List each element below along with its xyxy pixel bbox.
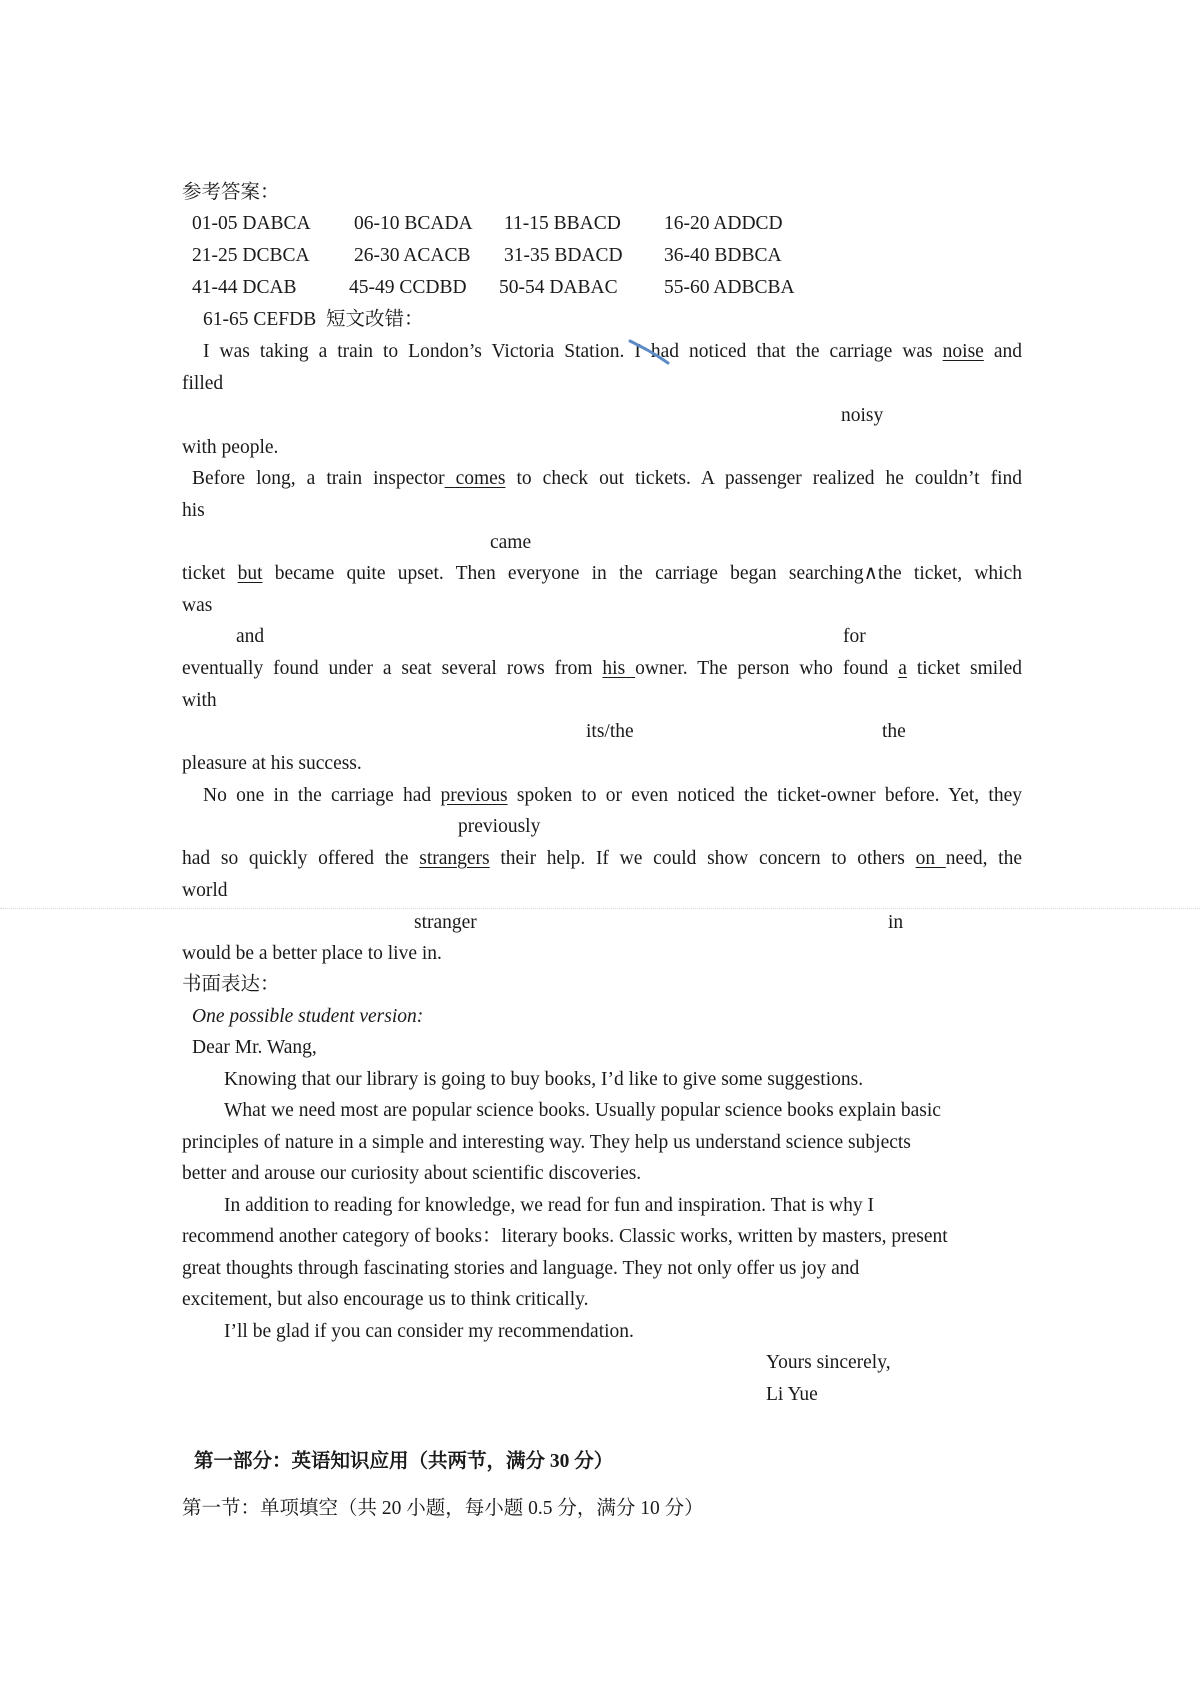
writing-heading: 书面表达：: [182, 974, 280, 995]
letter-line: In addition to reading for knowledge, we read for fun and inspiration. That is why I: [224, 1195, 875, 1216]
section1-title: 第一节：单项填空（共 20 小题，每小题 0.5 分，满分 10 分）: [182, 1498, 704, 1519]
passage-line: [182, 657, 1022, 681]
answer-cell: 06-10 BCADA: [354, 213, 473, 234]
answer-cell: 61-65 CEFDB: [203, 309, 317, 330]
passage-line: [182, 847, 1022, 871]
passage-text: ticket: [182, 563, 226, 584]
passage-line: with people.: [182, 437, 279, 458]
answer-cell: 50-54 DABAC: [499, 277, 618, 298]
passage-text: had so quickly offered the: [182, 848, 409, 869]
answer-cell: 01-05 DABCA: [192, 213, 311, 234]
answer-row-4: [203, 308, 1043, 332]
answer-cell: 55-60 ADBCBA: [664, 277, 795, 298]
correction-word: its/the: [586, 721, 634, 742]
passage-text: eventually found under a seat several rows from: [182, 658, 593, 679]
answer-cell: 36-40 BDBCA: [664, 245, 782, 266]
passage-text: need, the: [945, 848, 1023, 869]
letter-line: better and arouse our curiosity about scientific discoveries.: [182, 1163, 642, 1184]
letter-line: What we need most are popular science books. Usually popular science books explain basic: [224, 1100, 941, 1121]
correction-word: noisy: [841, 405, 884, 426]
passage-line: [192, 467, 1022, 491]
version-label: One possible student version:: [192, 1006, 424, 1027]
passage-text: ticket smiled: [916, 658, 1023, 679]
passage-text: and: [993, 341, 1022, 362]
correction-word: stranger: [414, 912, 477, 933]
answer-cell: 31-35 BDACD: [504, 245, 623, 266]
passage-line: world: [182, 880, 228, 901]
answer-cell: 16-20 ADDCD: [664, 213, 783, 234]
letter-line: principles of nature in a simple and interesting way. They help us understand science subjects: [182, 1132, 911, 1153]
insert-caret: ∧: [863, 563, 878, 584]
error-word: [602, 658, 635, 679]
correction-word: for: [843, 626, 866, 647]
error-correction-label: 短文改错：: [325, 309, 424, 330]
passage-text: became quite upset. Then everyone in the carriage began searching: [274, 563, 864, 584]
error-word: [445, 468, 506, 489]
passage-line: his: [182, 500, 205, 521]
answer-cell: 41-44 DCAB: [192, 277, 297, 298]
letter-closing: Yours sincerely,: [766, 1352, 891, 1373]
answer-cell: 21-25 DCBCA: [192, 245, 310, 266]
correction-word: in: [888, 912, 904, 933]
letter-line: I’ll be glad if you can consider my recommendation.: [224, 1321, 634, 1342]
error-word-text: on: [915, 848, 936, 869]
passage-text: Before long, a train inspector: [192, 468, 445, 489]
passage-text: spoken to or even noticed the ticket-owner before. Yet, they: [516, 785, 1022, 806]
passage-line: [203, 340, 1022, 364]
letter-line: excitement, but also encourage us to think critically.: [182, 1289, 589, 1310]
correction-word: the: [882, 721, 906, 742]
answer-row-2: [192, 244, 1032, 268]
passage-text: I was taking a train to London’s Victoria Station. I had noticed that the carriage was: [203, 341, 933, 362]
letter-signature: Li Yue: [766, 1384, 818, 1405]
passage-line: [203, 784, 1022, 808]
part1-title: 第一部分：英语知识应用（共两节，满分 30 分）: [194, 1451, 614, 1472]
page-break-divider: [0, 908, 1200, 909]
error-word: previous: [440, 785, 508, 806]
error-word-text: his: [602, 658, 626, 679]
error-word: noise: [942, 341, 984, 362]
passage-line: pleasure at his success.: [182, 753, 362, 774]
passage-text: No one in the carriage had: [203, 785, 432, 806]
passage-text: to check out tickets. A passenger realized he couldn’t find: [516, 468, 1023, 489]
letter-line: recommend another category of books：literary books. Classic works, written by masters, present: [182, 1226, 948, 1247]
passage-line: was: [182, 595, 213, 616]
passage-line: would be a better place to live in.: [182, 943, 442, 964]
passage-text: owner. The person who found: [635, 658, 889, 679]
letter-line: Knowing that our library is going to buy books, I’d like to give some suggestions.: [224, 1069, 864, 1090]
error-word: [916, 848, 946, 869]
passage-text: the ticket, which: [877, 563, 1023, 584]
error-word: a: [898, 658, 907, 679]
answer-cell: 11-15 BBACD: [504, 213, 621, 234]
correction-word: and: [236, 626, 265, 647]
passage-line: with: [182, 690, 217, 711]
error-word: but: [237, 563, 263, 584]
answer-cell: 26-30 ACACB: [354, 245, 471, 266]
answers-heading: 参考答案：: [182, 182, 280, 203]
correction-word: previously: [458, 816, 541, 837]
passage-text: their help. If we could show concern to others: [500, 848, 905, 869]
strike-mark-icon: [628, 338, 670, 366]
error-word: strangers: [419, 848, 490, 869]
answer-cell: 45-49 CCDBD: [349, 277, 467, 298]
letter-salutation: Dear Mr. Wang,: [192, 1037, 317, 1058]
error-word-text: comes: [455, 468, 506, 489]
correction-word: came: [490, 532, 532, 553]
passage-line: filled: [182, 373, 224, 394]
answer-row-3: [192, 276, 1032, 300]
answer-row-1: [192, 212, 1032, 236]
letter-line: great thoughts through fascinating stories and language. They not only offer us joy and: [182, 1258, 860, 1279]
passage-line: [182, 562, 1022, 586]
